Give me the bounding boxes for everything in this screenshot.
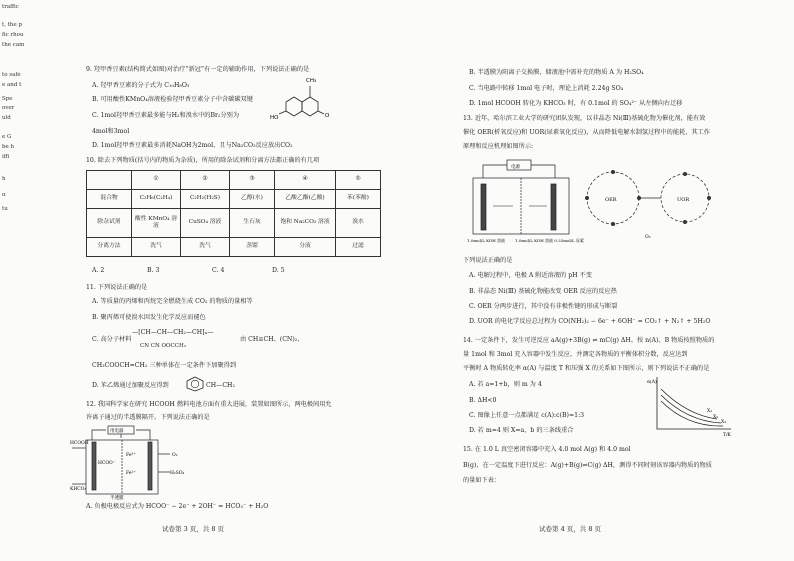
page-footer: 试卷第 3 页，共 8 页 [162, 525, 225, 533]
table-cell: 分离方法 [87, 238, 132, 257]
table-cell: ④ [275, 171, 336, 190]
fig-label-membrane: 半透膜 [110, 496, 124, 500]
q14-stem-cont2: 平衡时 A 物质转化率 α(A) 与温度 T 和压强 X 的关系如下图所示，则下列说法不正确的是 [463, 365, 710, 372]
fig-label-fe3: Fe³⁺ [126, 453, 136, 458]
o-label: O [325, 113, 330, 119]
table-row [87, 171, 381, 190]
edge-text: be h [2, 144, 15, 150]
q11-option-a: A. 等质量的丙烯和丙烷完全燃烧生成 CO₂ 的物质的量相等 [92, 298, 253, 305]
q9-option-c-cont: 4mol和3mol [92, 128, 130, 135]
edge-text: h [2, 176, 6, 182]
table-cell: ③ [230, 171, 275, 190]
q9-option-b: B. 可用酸性KMnO₄溶液检验羟甲香豆素分子中含碳碳双键 [92, 96, 253, 103]
graph-x-label: T/K [723, 433, 731, 437]
q9-option-d: D. 1mol羟甲香豆素最多消耗NaOH为2mol，且与Na₂CO₃反应放出CO₂ [92, 142, 293, 149]
table-cell: 生石灰 [230, 209, 275, 238]
q10-option-c: C. 4 [212, 267, 225, 274]
table-cell: C₂H₆(C₂H₄) [132, 190, 181, 209]
q14-option-b: B. ΔH<0 [469, 397, 497, 404]
q10-option-b: B. 3 [147, 267, 160, 274]
table-cell: 饱和 Na₂CO₃ 溶液 [275, 209, 336, 238]
q11-polymer-substituents: CN CN OOCCH₃ [140, 343, 186, 349]
fig-label-hcoo: HCOO⁻ [98, 461, 116, 466]
graph-series-x3: X₃ [721, 420, 727, 425]
table-row [87, 190, 381, 209]
page-footer: 试卷第 4 页，共 8 页 [539, 525, 602, 533]
edge-text: tu [2, 206, 8, 212]
q11-option-c: C. 高分子材料 [92, 336, 132, 343]
edge-text: uld [2, 115, 11, 121]
fuel-cell-diagram [70, 424, 200, 500]
table-cell: ① [132, 171, 181, 190]
table-cell: 乙酸乙酯(乙酸) [275, 190, 336, 209]
q13-option-a: A. 电解过程中，电极 A 附近溶液的 pH 不变 [469, 272, 592, 279]
table-cell: CuSO₄ 溶液 [181, 209, 230, 238]
q13-stem-cont2: 原理和反应机理如图所示: [463, 143, 534, 150]
fig-label-h2so4: H₂SO₄ [170, 471, 185, 476]
q9-stem: 9. 羟甲香豆素(结构简式如图)对治疗“新冠”有一定的辅助作用，下列说法正确的是 [86, 66, 310, 73]
exam-page-4 [397, 0, 794, 561]
q11-option-d-styrene: CH—CH₂ [206, 382, 235, 389]
edge-text: e G [2, 134, 12, 140]
table-cell: ② [181, 171, 230, 190]
q13-stem-cont: 催化 OER(析氧反应)和 UOR(尿素氧化反应)，从而降低电解水制氢过程中的能耗，其工作 [463, 129, 710, 136]
q11-polymer-formula: —[CH—CH—CH₂—CH]ₙ— [132, 329, 214, 336]
ho-label: HO [270, 115, 279, 121]
table-row [87, 209, 381, 238]
fig-label-uor: UOR [677, 197, 690, 203]
table-cell: 洗气 [181, 238, 230, 257]
q10-table [86, 170, 381, 257]
fig-label-load: 用电器 [110, 429, 124, 434]
q11-option-c-monomers: 由 CH≡CH、(CN)₂、 [240, 336, 304, 343]
q13-lead: 下列说法正确的是 [463, 257, 513, 264]
edge-text: to safe [2, 72, 21, 78]
q11-option-d: D. 苯乙烯通过加聚反应得到 [92, 382, 169, 389]
q12-option-d: D. 1mol HCOOH 转化为 KHCO₃ 时，有 0.1mol 的 SO₄²⁻ 从左侧向右迁移 [469, 100, 683, 107]
edge-text: α [2, 192, 6, 198]
fig-label-fe2: Fe²⁺ [126, 471, 136, 476]
edge-text: the cam [2, 42, 25, 48]
q14-stem: 14. 一定条件下，发生可逆反应 aA(g)+3B(g) ⇌ mC(g) ΔH。按 n(A)、B 物质按照物质的 [463, 337, 715, 344]
fig-label-power: 电源 [511, 165, 520, 170]
table-cell: 乙醇(水) [230, 190, 275, 209]
table-cell: 溴水 [336, 209, 381, 238]
q10-stem: 10. 除去下列物质(括号内的物质为杂质)，所用的除杂试剂和分离方法都正确的有几项 [86, 157, 320, 164]
q9-option-c: C. 1mol羟甲香豆素最多能与H₂和溴水中的Br₂分别为 [92, 112, 240, 119]
q14-option-a: A. 若 a=1+b，则 m 为 4 [469, 381, 542, 388]
fig-label-o2: O₂ [172, 453, 178, 458]
q12-stem: 12. 我国科学家在研究 HCOOH 燃料电池方面有重大进展，装置如图所示，两电极间用允 [86, 401, 332, 408]
table-cell: 分液 [275, 238, 336, 257]
fig-label-hcooh: HCOOH [70, 441, 89, 446]
q11-stem: 11. 下列说法正确的是 [86, 284, 148, 291]
q12-stem-cont: 许离子通过的半透膜隔开。下列说法正确的是 [86, 414, 210, 421]
edge-text: e and t [2, 82, 22, 88]
edge-text: t, the p [2, 22, 22, 28]
graph-series-x1: X₁ [707, 409, 713, 414]
table-row [87, 238, 381, 257]
edge-text: fic rhou [2, 32, 24, 38]
coumarin-structure-diagram [270, 70, 340, 122]
q11-option-b: B. 聚丙烯可使溴水因发生化学反应而褪色 [92, 314, 206, 321]
q13-option-c: C. OER 分两步进行，其中没有非极性键的形成与断裂 [469, 303, 618, 310]
q12-option-c: C. 当电路中转移 1mol 电子时，理论上消耗 2.24g SO₄ [469, 85, 624, 92]
fig-label-o2: O₂ [645, 235, 651, 240]
edge-text: iffi [2, 154, 10, 160]
q10-option-a: A. 2 [92, 267, 105, 274]
q10-option-d: D. 5 [272, 267, 285, 274]
table-cell: 混合物 [87, 190, 132, 209]
table-cell: 苯(苯酚) [336, 190, 381, 209]
benzene-ring-icon [185, 376, 205, 392]
fig-label-khco3: KHCO₃ [70, 487, 87, 492]
q14-stem-cont: 量 1mol 和 3mol 充入容器中发生反应，并测定各物质的平衡体积分数，反应达到 [463, 351, 688, 358]
q11-option-c-cont: CH₃COOCH=CH₂ 三种单体在一定条件下加聚得到 [92, 362, 237, 369]
fig-label-koh: 1.0mol/L KOH 溶液 [467, 238, 506, 243]
table-cell: 蒸馏 [230, 238, 275, 257]
edge-text: Spe [2, 96, 13, 102]
ch3-label: CH₃ [306, 78, 317, 84]
electrolysis-mechanism-diagram [463, 158, 733, 250]
q12-option-b: B. 半透膜为阳离子交换膜，储液池中需补充的物质 A 为 H₂SO₄ [469, 69, 644, 76]
q9-option-a: A. 羟甲香豆素的分子式为 C₁₀H₈O₃ [92, 82, 190, 89]
q13-option-b: B. 非晶态 Ni(Ⅲ) 基硫化物能改变 OER 反应的反应热 [469, 288, 617, 295]
q14-option-d: D. 若 m=4 则 X=a、b 的三条线重合 [469, 427, 574, 434]
table-cell [87, 171, 132, 190]
q15-stem-cont: B(g)，在一定温度下进行反应：A(g)+B(g)⇌C(g) ΔH，测得不同时刻该容器内物质的物质 [463, 462, 712, 469]
q13-option-d: D. UOR 的电化学反应总过程为 CO(NH₂)₂ − 6e⁻ + 6OH⁻ = CO₂↑ + N₂↑ + 5H₂O [469, 318, 711, 325]
q14-option-c: C. 图像上任意一点都满足 c(A):c(B)=1:3 [469, 412, 585, 419]
conversion-vs-temperature-graph [647, 375, 737, 437]
q15-stem-cont2: 的量如下表： [463, 477, 501, 484]
table-cell: 酸性 KMnO₄ 溶液 [132, 209, 181, 238]
q12-option-a: A. 负极电极反应式为 HCOO⁻ − 2e⁻ + 2OH⁻ = HCO₃⁻ + H₂O [86, 503, 269, 510]
edge-text: over [2, 105, 15, 111]
edge-text: traffic [2, 4, 19, 10]
fig-label-koh-urea: 1.0mol/L KOH 溶液 0.33mol/L 尿素 [515, 238, 584, 243]
q15-stem: 15. 在 1.0 L 真空密闭容器中充入 4.0 mol A(g) 和 4.0 mol [463, 446, 631, 453]
table-cell: ⑤ [336, 171, 381, 190]
table-cell: C₂H₂(H₂S) [181, 190, 230, 209]
table-cell: 除杂试剂 [87, 209, 132, 238]
table-cell: 过滤 [336, 238, 381, 257]
table-cell: 洗气 [132, 238, 181, 257]
q13-stem: 13. 近年，哈尔滨工业大学的研究团队发现，以非晶态 Ni(Ⅲ)基硫化物为催化剂，能有效 [463, 115, 706, 122]
graph-series-x2: X₂ [713, 415, 719, 420]
fig-label-oer: OER [605, 197, 617, 203]
graph-y-label: α(A) [647, 380, 657, 385]
